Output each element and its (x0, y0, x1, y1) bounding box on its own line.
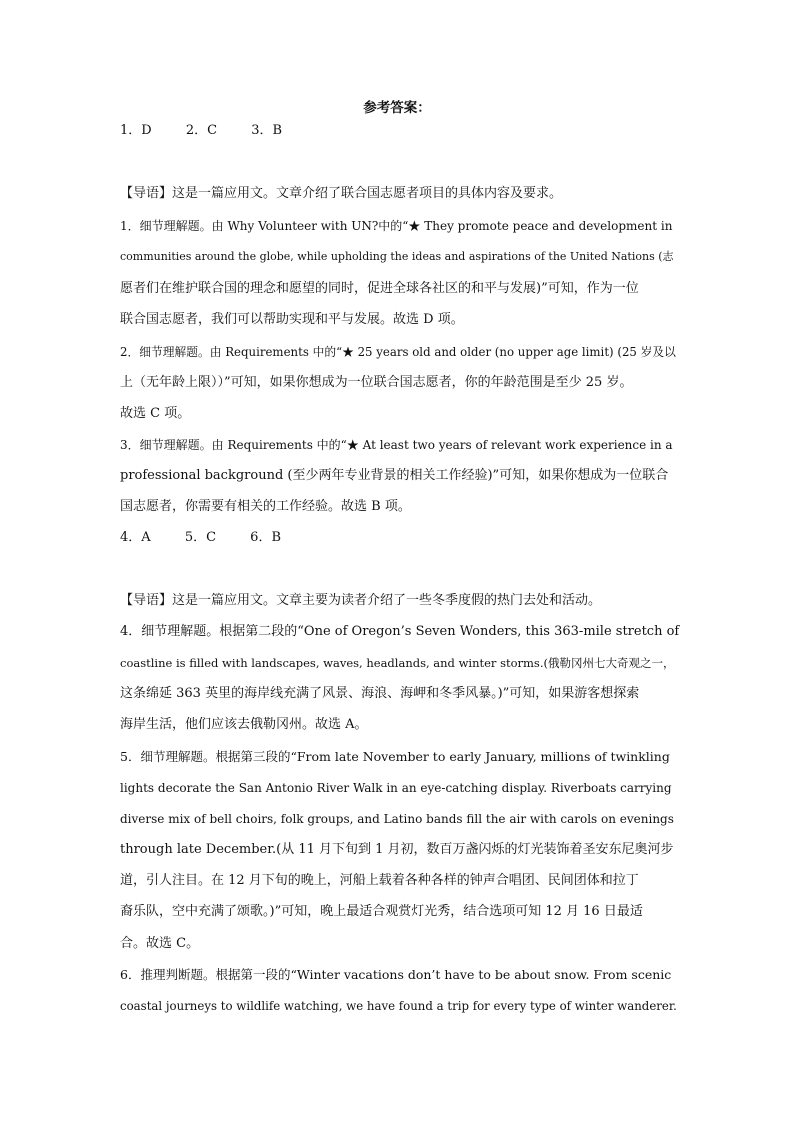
answer-item: 2．C (185, 123, 218, 138)
text-line: 4．细节理解题。根据第二段的“One of Oregon’s Seven Wonders, this 363-mile stretch of (120, 624, 680, 639)
text-line: 国志愿者，你需要有相关的工作经验。故选 B 项。 (120, 499, 411, 514)
text-line: 6．推理判断题。根据第一段的“Winter vacations don’t have to be about snow. From scenic (120, 967, 672, 982)
text-line: lights decorate the San Antonio River Walk in an eye-catching display. Riverboats carrying (120, 781, 672, 795)
text-line: 2．细节理解题。由 Requirements 中的“★ 25 years old and older (no upper age limit) (25 岁及以 (120, 345, 676, 359)
text-line: 故选 C 项。 (120, 406, 191, 421)
text-line: 海岸生活，他们应该去俄勒冈州。故选 A。 (120, 717, 368, 732)
text-line: 愿者们在维护联合国的理念和愿望的同时，促进全球各社区的和平与发展)”可知，作为一位 (120, 281, 639, 296)
text-line: 合。故选 C。 (120, 936, 200, 951)
text-line: 道，引人注目。在 12 月下旬的晚上，河船上载着各种各样的钟声合唱团、民间团体和拉丁 (120, 873, 639, 888)
text-line: 3．细节理解题。由 Requirements 中的“★ At least two years of relevant work experience in a (120, 438, 673, 452)
text-line: 上（无年龄上限））”可知，如果你想成为一位联合国志愿者，你的年龄范围是至少 25 岁。 (120, 375, 633, 390)
section1-intro: 【导语】这是一篇应用文。文章介绍了联合国志愿者项目的具体内容及要求。 (120, 186, 563, 201)
answer-row-1 (120, 121, 680, 141)
text-line: through late December.(从 11 月下旬到 1 月初，数百万盏闪烁的灯光装饰着圣安东尼奥河步 (120, 842, 674, 857)
text-line: professional background (至少两年专业背景的相关工作经验)”可知，如果你想成为一位联合 (120, 468, 669, 483)
text-line: diverse mix of bell choirs, folk groups, and Latino bands fill the air with carols on evenings (120, 812, 674, 826)
section2-intro: 【导语】这是一篇应用文。文章主要为读者介绍了一些冬季度假的热门去处和活动。 (120, 593, 602, 608)
text-line: 联合国志愿者，我们可以帮助实现和平与发展。故选 D 项。 (120, 312, 464, 327)
answer-row-2 (120, 528, 680, 548)
answer-item: 6．B (250, 530, 281, 545)
text-line: 5．细节理解题。根据第三段的“From late November to early January, millions of twinkling (120, 749, 670, 764)
answer-item: 1．D (120, 123, 152, 138)
text-line: coastal journeys to wildlife watching, we have found a trip for every type of winter wanderer. (120, 999, 677, 1013)
text-line: coastline is filled with landscapes, waves, headlands, and winter storms.(俄勒冈州七大奇观之一， (120, 656, 675, 670)
answer-item: 5．C (184, 530, 217, 545)
answer-item: 3．B (251, 123, 283, 138)
text-line: 裔乐队，空中充满了颂歌。)”可知，晚上最适合观赏灯光秀，结合选项可知 12 月 16 日最适 (120, 904, 643, 919)
answer-item: 4．A (120, 530, 151, 545)
text-line: 这条绵延 363 英里的海岸线充满了风景、海浪、海岬和冬季风暴。)”可知，如果游客想探索 (120, 686, 640, 701)
text-line: 1．细节理解题。由 Why Volunteer with UN?中的“★ They promote peace and development in (120, 219, 673, 233)
text-line: communities around the globe, while upholding the ideas and aspirations of the United Nations (志 (120, 250, 674, 263)
page-title: 参考答案： (363, 100, 431, 116)
